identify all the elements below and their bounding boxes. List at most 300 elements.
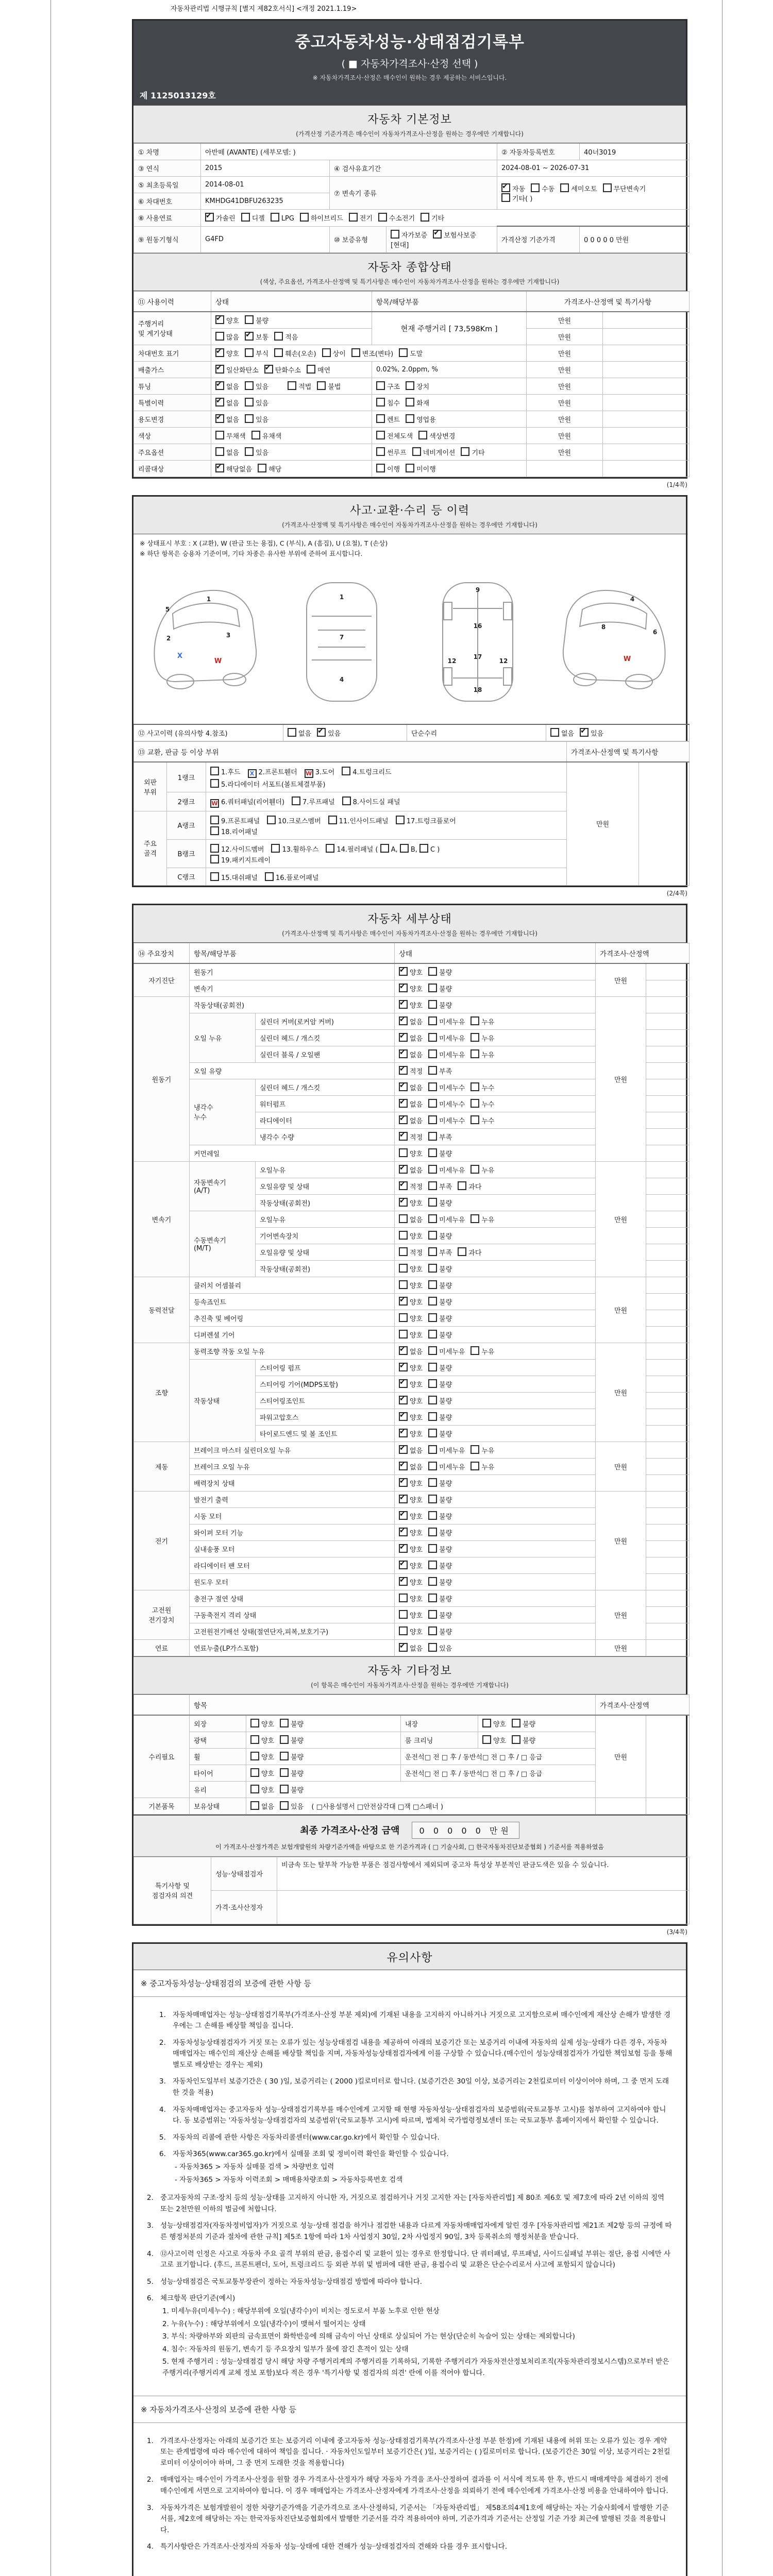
checkbox-option[interactable]: 불량 (428, 1412, 452, 1422)
checkbox-icon[interactable] (215, 381, 224, 390)
checkbox-option[interactable]: ✔ 없음 (399, 1643, 423, 1653)
checkbox-icon[interactable] (250, 1785, 259, 1793)
checkbox-icon[interactable] (428, 1445, 437, 1454)
checkbox-option[interactable]: ✔ 양호 (399, 1511, 423, 1521)
checkbox-option[interactable]: ✔ 없음 (399, 1115, 423, 1125)
checkbox-icon[interactable] (399, 1247, 408, 1256)
checkbox-icon[interactable] (396, 816, 405, 824)
checkbox-option[interactable]: 많음 (215, 332, 239, 342)
checkbox-option[interactable]: 미세누유 (428, 1016, 465, 1026)
checkbox-icon[interactable] (428, 1495, 437, 1503)
checkbox-option[interactable]: 세미오토 (560, 183, 597, 193)
checkbox-icon[interactable] (328, 816, 337, 824)
checkbox-option[interactable]: 불량 (280, 1785, 304, 1794)
checkbox-option[interactable]: 불법 (317, 381, 341, 391)
checkbox-icon[interactable] (215, 315, 224, 324)
mark-W-box[interactable]: W (210, 799, 219, 808)
checkbox-option[interactable]: 불량 (428, 1577, 452, 1587)
checkbox-option[interactable]: ✔ 적정 (399, 1066, 423, 1076)
panel-item[interactable]: W 6.쿼터패널(리어휀더) (210, 796, 284, 808)
checkbox-option[interactable]: 불량 (280, 1752, 304, 1761)
checkbox-option[interactable]: ✔ 양호 (399, 1577, 423, 1587)
checkbox-icon[interactable] (428, 1198, 437, 1207)
checkbox-option[interactable]: ✔ 탄화수소 (264, 365, 301, 375)
checkbox-icon[interactable] (482, 1719, 491, 1727)
checkbox-option[interactable]: ✔ 가솔린 (205, 213, 236, 223)
checkbox-option[interactable]: 누수 (470, 1099, 494, 1109)
checkbox-option[interactable]: 렌트 (376, 414, 400, 424)
checkbox-icon[interactable] (406, 464, 414, 472)
checkbox-icon[interactable] (399, 1594, 408, 1602)
checkbox-option[interactable]: ✔ 양호 (399, 1528, 423, 1537)
checkbox-icon[interactable] (399, 1495, 408, 1503)
panel-item[interactable]: 17.트렁크플로어 (396, 816, 456, 825)
panel-item[interactable]: 1.후드 (210, 767, 241, 776)
checkbox-icon[interactable] (210, 816, 219, 824)
checkbox-icon[interactable] (399, 1363, 408, 1371)
checkbox-icon[interactable] (399, 1429, 408, 1437)
checkbox-icon[interactable] (376, 447, 385, 456)
checkbox-option[interactable]: 불량 (280, 1735, 304, 1745)
checkbox-icon[interactable] (378, 213, 387, 222)
checkbox-icon[interactable] (215, 464, 224, 472)
checkbox-option[interactable]: 불량 (428, 1544, 452, 1554)
checkbox-icon[interactable] (280, 1735, 289, 1744)
checkbox-icon[interactable] (265, 872, 274, 881)
checkbox-icon[interactable] (406, 398, 414, 406)
checkbox-icon[interactable] (399, 1066, 408, 1075)
checkbox-icon[interactable] (351, 348, 360, 357)
checkbox-option[interactable]: 썬루프 (376, 447, 407, 457)
checkbox-option[interactable]: 유채색 (251, 431, 282, 440)
checkbox-option[interactable]: ✔ 보통 (245, 332, 268, 342)
checkbox-icon[interactable] (215, 431, 224, 439)
checkbox-option[interactable]: ✔ 양호 (399, 1412, 423, 1422)
checkbox-icon[interactable] (399, 1049, 408, 1058)
checkbox-option[interactable]: 양호 (250, 1719, 274, 1728)
checkbox-option[interactable]: ✔ 양호 (399, 1363, 423, 1372)
checkbox-icon[interactable] (399, 1544, 408, 1553)
checkbox-icon[interactable] (399, 1082, 408, 1091)
checkbox-option[interactable]: 미세누유 (428, 1462, 465, 1471)
checkbox-icon[interactable] (280, 1752, 289, 1760)
checkbox-icon[interactable] (250, 1735, 259, 1744)
checkbox-option[interactable]: 불량 (428, 1379, 452, 1389)
checkbox-icon[interactable] (470, 1115, 479, 1124)
checkbox-option[interactable]: 미이행 (406, 464, 436, 473)
checkbox-option[interactable]: 기타 (461, 447, 484, 457)
checkbox-icon[interactable] (470, 1033, 479, 1042)
checkbox-option[interactable]: 누유 (470, 1214, 494, 1224)
checkbox-icon[interactable] (245, 315, 254, 324)
checkbox-option[interactable]: 불량 (280, 1719, 304, 1728)
checkbox-icon[interactable] (399, 1643, 408, 1652)
checkbox-option[interactable]: 불량 (428, 1561, 452, 1570)
checkbox-icon[interactable] (428, 1478, 437, 1487)
checkbox-icon[interactable] (399, 1346, 408, 1355)
checkbox-icon[interactable] (288, 381, 296, 390)
checkbox-option[interactable]: ✔ 없음 (399, 1462, 423, 1471)
checkbox-option[interactable]: 전기 (349, 213, 373, 223)
checkbox-option[interactable]: 색상변경 (418, 431, 455, 440)
checkbox-icon[interactable] (280, 1768, 289, 1777)
checkbox-option[interactable]: ✔ 보험사보증 (433, 230, 476, 240)
checkbox-icon[interactable] (399, 1132, 408, 1141)
checkbox-option[interactable]: 없음 (399, 1214, 423, 1224)
checkbox-option[interactable]: ✔ 양호 (399, 1297, 423, 1307)
checkbox-icon[interactable] (267, 816, 276, 824)
checkbox-option[interactable]: 부식 (245, 348, 268, 358)
checkbox-icon[interactable] (210, 844, 219, 853)
checkbox-icon[interactable] (428, 1346, 437, 1355)
checkbox-icon[interactable] (603, 183, 612, 192)
checkbox-icon[interactable] (428, 1544, 437, 1553)
checkbox-icon[interactable] (428, 1280, 437, 1289)
checkbox-icon[interactable] (470, 1346, 479, 1355)
checkbox-icon[interactable] (250, 1768, 259, 1777)
checkbox-option[interactable]: 미세누수 (428, 1099, 465, 1109)
checkbox-option[interactable]: 불량 (428, 984, 452, 993)
checkbox-option[interactable]: 미세누유 (428, 1049, 465, 1059)
checkbox-icon[interactable] (399, 1000, 408, 1009)
checkbox-icon[interactable] (470, 1445, 479, 1454)
checkbox-icon[interactable] (210, 872, 219, 881)
checkbox-option[interactable]: 미세누유 (428, 1346, 465, 1356)
checkbox-option[interactable]: 불량 (428, 1528, 452, 1537)
checkbox-option[interactable]: 불량 (428, 1363, 452, 1372)
checkbox-icon[interactable] (501, 193, 510, 202)
checkbox-icon[interactable] (258, 464, 266, 472)
checkbox-option[interactable]: ✔자동 (501, 183, 525, 193)
checkbox-icon[interactable] (428, 1379, 437, 1388)
checkbox-option[interactable]: 미세누유 (428, 1165, 465, 1175)
checkbox-option[interactable]: 없음 (288, 728, 311, 738)
checkbox-option[interactable]: 이행 (376, 464, 400, 473)
checkbox-icon[interactable] (274, 348, 283, 357)
panel-item[interactable]: 19.패키지트레이 (210, 855, 271, 865)
checkbox-icon[interactable] (428, 1363, 437, 1371)
checkbox-icon[interactable] (215, 348, 224, 357)
checkbox-icon[interactable] (205, 213, 214, 222)
checkbox-icon[interactable] (307, 365, 315, 374)
checkbox-option[interactable]: 불량 (428, 1626, 452, 1636)
checkbox-option[interactable]: 화재 (406, 398, 429, 408)
checkbox-icon[interactable] (241, 213, 250, 222)
checkbox-option[interactable]: 양호 (399, 1280, 423, 1290)
checkbox-icon[interactable] (470, 1165, 479, 1174)
checkbox-option[interactable]: 불량 (428, 1231, 452, 1241)
checkbox-icon[interactable] (580, 728, 589, 737)
checkbox-option[interactable]: 불량 (428, 1511, 452, 1521)
checkbox-icon[interactable] (470, 1099, 479, 1108)
checkbox-option[interactable]: ✔ 양호 (399, 1198, 423, 1208)
checkbox-option[interactable]: ✔ 양호 (399, 1000, 423, 1010)
checkbox-option[interactable]: 변조(변타) (351, 348, 393, 358)
checkbox-icon[interactable] (399, 1181, 408, 1190)
checkbox-option[interactable]: 누수 (470, 1115, 494, 1125)
checkbox-icon[interactable] (399, 1528, 408, 1536)
checkbox-option[interactable]: 도말 (399, 348, 423, 358)
checkbox-option[interactable]: 양호 (399, 1148, 423, 1158)
mark-X-box[interactable]: X (248, 769, 257, 778)
checkbox-icon[interactable] (428, 1165, 437, 1174)
checkbox-option[interactable]: 전체도색 (376, 431, 413, 440)
checkbox-option[interactable]: 디젤 (241, 213, 265, 223)
checkbox-option[interactable]: ✔ 양호 (399, 967, 423, 977)
checkbox-icon[interactable] (215, 398, 224, 406)
checkbox-option[interactable]: 없음 (550, 728, 574, 738)
checkbox-option[interactable]: 양호 (250, 1785, 274, 1794)
checkbox-icon[interactable] (215, 414, 224, 423)
checkbox-option[interactable]: 매연 (307, 365, 330, 375)
checkbox-option[interactable]: 누수 (470, 1082, 494, 1092)
checkbox-option[interactable]: ✔양호 (215, 315, 239, 325)
checkbox-option[interactable]: ✔ 없음 (215, 381, 239, 391)
checkbox-icon[interactable] (210, 826, 219, 835)
checkbox-option[interactable]: 누유 (470, 1165, 494, 1175)
checkbox-option[interactable]: 해당 (258, 464, 281, 473)
checkbox-icon[interactable] (428, 984, 437, 992)
checkbox-icon[interactable] (245, 381, 254, 390)
checkbox-option[interactable]: 없음 (250, 1801, 274, 1811)
checkbox-icon[interactable] (250, 1801, 259, 1810)
checkbox-icon[interactable] (210, 767, 219, 775)
checkbox-icon[interactable] (376, 431, 385, 439)
checkbox-option[interactable]: 양호 (482, 1719, 506, 1728)
checkbox-icon[interactable] (458, 1247, 466, 1256)
checkbox-icon[interactable] (458, 1181, 466, 1190)
checkbox-option[interactable]: ✔ 양호 (399, 984, 423, 993)
checkbox-option[interactable]: 불량 (428, 1000, 452, 1010)
checkbox-option[interactable]: ✔ 양호 (399, 1429, 423, 1438)
checkbox-option[interactable]: 미세누유 (428, 1033, 465, 1043)
checkbox-icon[interactable] (428, 1049, 437, 1058)
checkbox-option[interactable]: 양호 (399, 1594, 423, 1603)
checkbox-icon[interactable] (399, 1016, 408, 1025)
checkbox-icon[interactable] (428, 1528, 437, 1536)
checkbox-option[interactable]: 불량 (428, 1313, 452, 1323)
checkbox-option[interactable]: 과다 (458, 1181, 481, 1191)
checkbox-icon[interactable] (210, 855, 219, 863)
checkbox-icon[interactable] (428, 1297, 437, 1306)
checkbox-icon[interactable] (399, 1511, 408, 1520)
checkbox-option[interactable]: 양호 (399, 1264, 423, 1274)
panel-item[interactable]: 18.리어패널 (210, 826, 258, 836)
checkbox-icon[interactable] (288, 728, 296, 737)
checkbox-icon[interactable] (428, 1577, 437, 1586)
checkbox-option[interactable]: 불량 (428, 1594, 452, 1603)
checkbox-icon[interactable] (245, 398, 254, 406)
checkbox-option[interactable]: 불량 (280, 1768, 304, 1778)
checkbox-option[interactable]: 누유 (470, 1049, 494, 1059)
checkbox-icon[interactable] (215, 365, 224, 374)
checkbox-icon[interactable] (428, 1462, 437, 1470)
checkbox-option[interactable]: 무단변속기 (603, 183, 646, 193)
checkbox-option[interactable]: 불량 (512, 1719, 535, 1728)
checkbox-icon[interactable] (292, 796, 300, 805)
checkbox-option[interactable]: 훼손(오손) (274, 348, 316, 358)
checkbox-option[interactable]: 불량 (428, 1330, 452, 1340)
checkbox-option[interactable]: 장치 (406, 381, 429, 391)
checkbox-option[interactable]: 불량 (428, 1478, 452, 1488)
checkbox-icon[interactable] (428, 1115, 437, 1124)
checkbox-icon[interactable] (399, 348, 408, 357)
checkbox-icon[interactable] (376, 381, 385, 390)
checkbox-option[interactable]: ✔ 없음 (215, 398, 239, 408)
checkbox-option[interactable]: ✔ 양호 (399, 1495, 423, 1504)
checkbox-icon[interactable] (428, 1000, 437, 1009)
checkbox-option[interactable]: 미세누수 (428, 1115, 465, 1125)
checkbox-option[interactable]: 적정 (399, 1247, 423, 1257)
checkbox-icon[interactable] (428, 967, 437, 976)
checkbox-icon[interactable] (317, 728, 326, 737)
checkbox-icon[interactable] (501, 183, 510, 192)
checkbox-icon[interactable] (245, 414, 254, 423)
checkbox-option[interactable]: 상이 (322, 348, 346, 358)
checkbox-option[interactable]: 양호 (399, 1313, 423, 1323)
checkbox-icon[interactable] (406, 414, 414, 423)
checkbox-icon[interactable] (280, 1785, 289, 1793)
checkbox-icon[interactable] (399, 1033, 408, 1042)
checkbox-option[interactable]: ✔ 없음 (399, 1049, 423, 1059)
checkbox-icon[interactable] (512, 1719, 520, 1727)
panel-item[interactable]: 11.인사이드패널 (328, 816, 389, 825)
checkbox-option[interactable]: 양호 (399, 1231, 423, 1241)
checkbox-icon[interactable] (550, 728, 559, 737)
checkbox-icon[interactable] (560, 183, 569, 192)
checkbox-option[interactable]: 있음 (245, 414, 268, 424)
checkbox-option[interactable]: 수동 (531, 183, 554, 193)
mark-W-box[interactable]: W (305, 769, 313, 778)
checkbox-icon[interactable] (482, 1735, 491, 1744)
checkbox-option[interactable]: ✔ 적정 (399, 1181, 423, 1191)
checkbox-icon[interactable] (399, 1099, 408, 1108)
checkbox-icon[interactable] (376, 464, 385, 472)
checkbox-option[interactable]: 부족 (428, 1066, 452, 1076)
checkbox-option[interactable]: 자가보증 (391, 230, 427, 240)
checkbox-option[interactable]: 양호 (482, 1735, 506, 1745)
checkbox-icon[interactable] (428, 1247, 437, 1256)
checkbox-option[interactable]: 수소전기 (378, 213, 415, 223)
checkbox-icon[interactable] (428, 1511, 437, 1520)
checkbox-option[interactable]: ✔ 없음 (399, 1033, 423, 1043)
checkbox-option[interactable]: 불량 (428, 967, 452, 977)
checkbox-icon[interactable] (250, 1752, 259, 1760)
checkbox-icon[interactable] (391, 230, 399, 239)
checkbox-icon[interactable] (399, 1198, 408, 1207)
checkbox-icon[interactable] (470, 1214, 479, 1223)
checkbox-icon[interactable] (428, 1313, 437, 1322)
checkbox-icon[interactable] (280, 1719, 289, 1727)
checkbox-option[interactable]: 기타 (421, 213, 444, 223)
panel-item[interactable]: 12.사이드멤버 (210, 844, 264, 854)
checkbox-icon[interactable] (470, 1462, 479, 1470)
checkbox-icon[interactable] (470, 1082, 479, 1091)
checkbox-icon[interactable] (428, 1231, 437, 1240)
checkbox-icon[interactable] (428, 1099, 437, 1108)
checkbox-option[interactable]: 있음 (280, 1801, 304, 1811)
checkbox-option[interactable]: ✔ 없음 (399, 1016, 423, 1026)
checkbox-icon[interactable] (428, 1264, 437, 1273)
panel-item[interactable]: 7.루프패널 (292, 796, 335, 806)
checkbox-option[interactable]: 양호 (399, 1330, 423, 1340)
checkbox-icon[interactable] (428, 1082, 437, 1091)
checkbox-icon[interactable] (399, 984, 408, 992)
checkbox-icon[interactable] (428, 1412, 437, 1421)
checkbox-icon[interactable] (399, 1396, 408, 1404)
checkbox-option[interactable]: ✔ 해당없음 (215, 464, 252, 473)
checkbox-icon[interactable] (399, 1610, 408, 1619)
checkbox-option[interactable]: 없음 (215, 447, 239, 457)
checkbox-option[interactable]: 적법 (288, 381, 311, 391)
checkbox-option[interactable]: 불량 (428, 1396, 452, 1405)
checkbox-option[interactable]: ✔ 양호 (399, 1561, 423, 1570)
checkbox-option[interactable]: 있음 (245, 398, 268, 408)
checkbox-option[interactable]: 불량 (428, 1610, 452, 1620)
checkbox-option[interactable]: ✔ 일산화탄소 (215, 365, 259, 375)
checkbox-icon[interactable] (399, 1445, 408, 1454)
checkbox-icon[interactable] (322, 348, 331, 357)
checkbox-option[interactable]: ✔ 양호 (215, 348, 239, 358)
checkbox-option[interactable]: 누유 (470, 1445, 494, 1455)
checkbox-option[interactable]: ✔ 없음 (399, 1445, 423, 1455)
checkbox-icon[interactable] (412, 447, 421, 456)
checkbox-option[interactable]: 불량 (428, 1495, 452, 1504)
checkbox-icon[interactable] (399, 1313, 408, 1322)
checkbox-option[interactable]: ✔ 적정 (399, 1132, 423, 1142)
checkbox-option[interactable]: 불량 (512, 1735, 535, 1745)
checkbox-icon[interactable] (210, 779, 219, 788)
checkbox-icon[interactable] (428, 1643, 437, 1652)
checkbox-icon[interactable] (317, 381, 326, 390)
checkbox-option[interactable]: 미세누수 (428, 1082, 465, 1092)
panel-item[interactable]: 4.트렁크리드 (342, 767, 391, 776)
checkbox-icon[interactable] (433, 230, 442, 239)
checkbox-option[interactable]: 구조 (376, 381, 400, 391)
panel-item[interactable]: 10.크로스멤버 (267, 816, 321, 825)
checkbox-icon[interactable] (399, 1148, 408, 1157)
checkbox-icon[interactable] (376, 398, 385, 406)
checkbox-icon[interactable] (421, 213, 429, 222)
checkbox-option[interactable]: ✔ 없음 (215, 414, 239, 424)
checkbox-option[interactable]: ✔ 있음 (580, 728, 603, 738)
checkbox-option[interactable]: 양호 (399, 1610, 423, 1620)
checkbox-option[interactable]: ✔ 없음 (399, 1346, 423, 1356)
checkbox-icon[interactable] (349, 213, 358, 222)
checkbox-icon[interactable] (428, 1561, 437, 1569)
checkbox-option[interactable]: 부족 (428, 1132, 452, 1142)
checkbox-icon[interactable] (399, 1297, 408, 1306)
checkbox-option[interactable]: 부족 (428, 1247, 452, 1257)
panel-item[interactable]: 14.필러패널 ( A, B, C ) (326, 844, 440, 854)
checkbox-icon[interactable] (428, 1594, 437, 1602)
checkbox-icon[interactable] (399, 1412, 408, 1421)
panel-item[interactable]: 13.휠하우스 (271, 844, 318, 854)
checkbox-option[interactable]: 불량 (428, 1280, 452, 1290)
checkbox-icon[interactable] (428, 1330, 437, 1338)
checkbox-icon[interactable] (461, 447, 469, 456)
checkbox-icon[interactable] (399, 1264, 408, 1273)
checkbox-option[interactable]: 불량 (428, 1198, 452, 1208)
checkbox-option[interactable]: 영업용 (406, 414, 436, 424)
checkbox-option[interactable]: 미세누유 (428, 1214, 465, 1224)
checkbox-icon[interactable] (300, 213, 309, 222)
checkbox-option[interactable]: 누유 (470, 1016, 494, 1026)
checkbox-option[interactable]: 있음 (428, 1643, 452, 1653)
panel-item[interactable]: 16.플로어패널 (265, 872, 318, 882)
checkbox-icon[interactable] (245, 447, 254, 456)
checkbox-icon[interactable] (399, 1214, 408, 1223)
